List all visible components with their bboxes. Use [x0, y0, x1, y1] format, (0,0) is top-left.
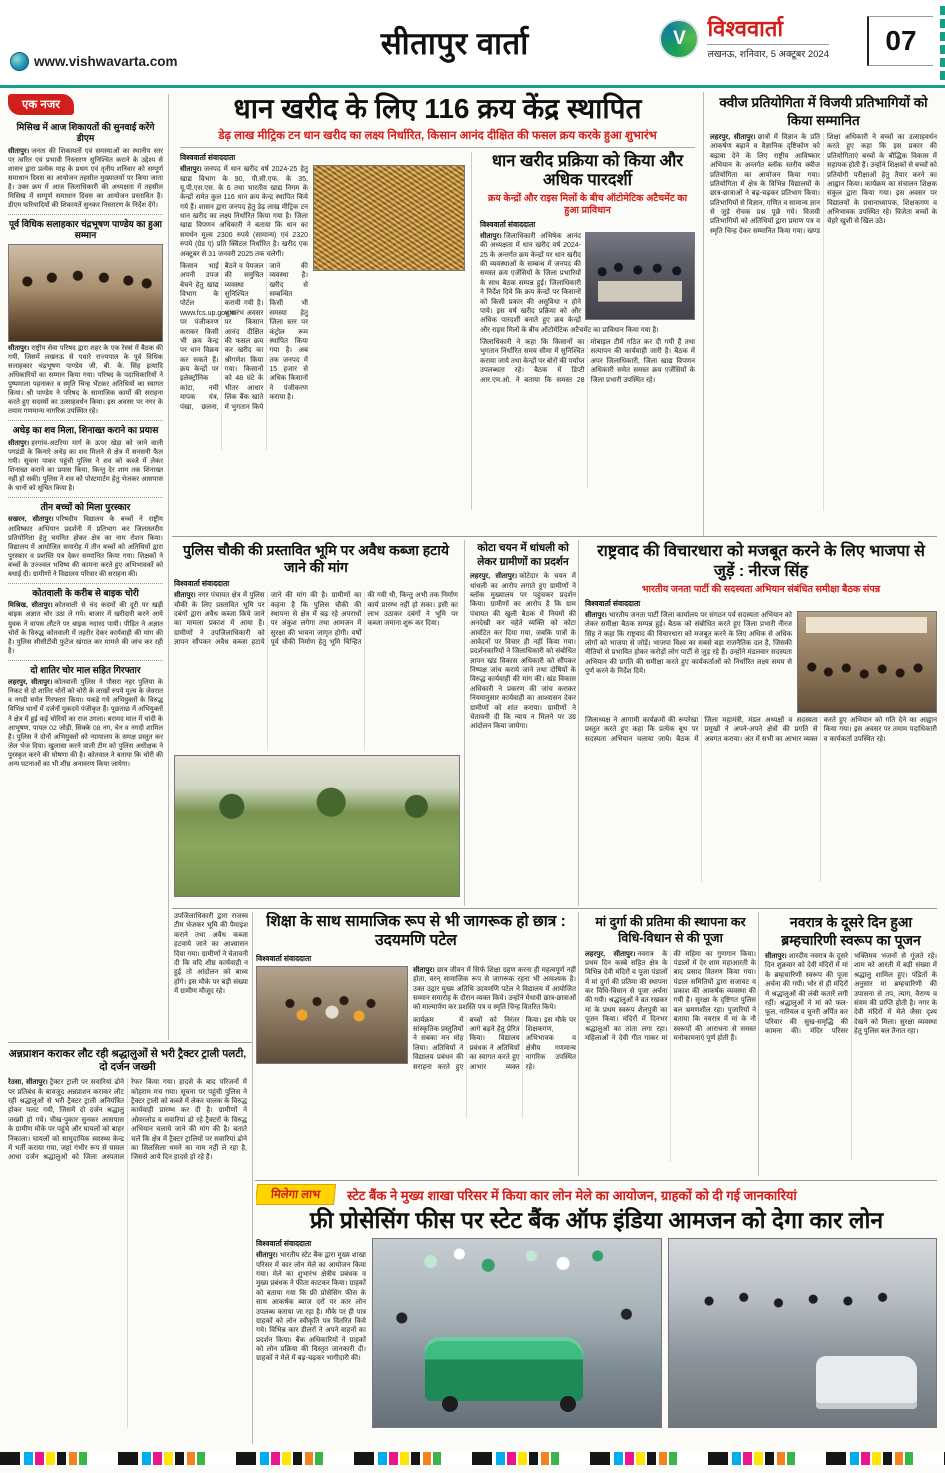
- brief-body: सीतापुर। हरगांव-अटरिया मार्ग के ऊपर खेड़ा को जाने वाली पगडंडी के किनारे अधेड़ का शव मिलने से क्षेत्र में सनसनी फैल गयी। सूचना पाकर पहुंची पुलिस ने शव को कब्जे में लेकर शिनाख्त कराने का प्रयास किया, किन्तु देर शाम तक शिनाख्त नहीं हो सकी। पुलिस ने शव को पोस्टमार्टम हेतु भेजकर आसपास के थानों को सूचित किया है।: [8, 439, 163, 493]
- dateline: लहरपुर, सीतापुर।: [585, 950, 636, 958]
- story-body: लहरपुर, सीतापुर। नवरात्र के प्रथम दिन कस्बे सहित क्षेत्र के विभिन्न देवी मंदिरों व पूजा पंडालों में मां दुर्गा की प्रतिमा की स्थापना कर विधि-विधान से पूजा अर्चना की गयी। श्रद्धालुओं ने व्रत रखकर मां के प्रथम स्वरूप शैलपुत्री का पूजन किया। मंदिरों में दिनभर श्रद्धालुओं का तांता लगा रहा। महिलाओं ने देवी गीत गाकर मां की महिमा का गुणगान किया। पंडालों में देर शाम महाआरती के बाद प्रसाद वितरण किया गया। पंडाल समितियों द्वारा सजावट व प्रकाश की आकर्षक व्यवस्था की गयी है। सुरक्षा के दृष्टिगत पुलिस बल भ्रमणशील रहा। पुजारियों ने बताया कि नवरात्र में मां के नौ स्वरूपों की आराधना से समस्त मनोकामनाएं पूर्ण होती हैं।: [585, 950, 756, 1042]
- globe-icon: [10, 52, 29, 71]
- lead-headline: धान खरीद के लिए 116 क्रय केंद्र स्थापित: [233, 93, 642, 124]
- story-body: सीतापुर। जनपद में धान खरीद वर्ष 2024-25 हेतु खाद्य विभाग के 90, पी.सी.एफ. के 35, यू.पी.एस.एस. के 6 तथा भारतीय खाद्य निगम के केन्द्रों समेत कुल 116 धान क्रय केन्द्र स्थापित किये गये हैं। शासन द्वारा जनपद हेतु डेढ़ लाख मीट्रिक टन धान खरीद का लक्ष्य निर्धारित किया गया है। जिला खाद्य विपणन अधिकारी ने बताया कि धान का समर्थन मूल्य 2300 रुपये (सामान्य) एवं 2320 रुपये (ग्रेड ए) प्रति क्विंटल निर्धारित है। खरीद एक अक्टूबर से 31 जनवरी 2025 तक चलेगी।: [180, 166, 308, 258]
- story-headline: शिक्षा के साथ सामाजिक रूप से भी जागरूक हो छात्र : उदयमणि पटेल: [266, 913, 566, 949]
- kicker-badge: मिलेगा लाभ: [256, 1184, 336, 1205]
- story-body-continued: जिलाधिकारी ने कहा कि किसानों का भुगतान निर्धारित समय सीमा में सुनिश्चित कराया जाये तथा केन्द्रों पर बोरों की पर्याप्त उपलब्धता रहे। बैठक में डिप्टी आर.एम.ओ. ने बताया कि समस्त 28 मोबाइल टीमें गठित कर दी गयी हैं तथा सत्यापन की कार्यवाही जारी है। बैठक में अपर जिलाधिकारी, जिला खाद्य विपणन अधिकारी समेत समस्त क्रय एजेंसियों के जिला प्रभारी उपस्थित रहे।: [480, 339, 695, 384]
- byline: विश्ववार्ता संवाददाता: [174, 579, 230, 589]
- registration-marks: [0, 1452, 945, 1465]
- story-headline: पुलिस चौकी की प्रस्तावित भूमि पर अवैध कब्जा हटाये जाने की मांग: [183, 542, 449, 576]
- quiz-competition-story: [703, 92, 937, 536]
- loan-mela-ribbon-photo: [372, 1238, 662, 1428]
- dateline: सीतापुर।: [8, 344, 30, 352]
- story-body: रेउसा, सीतापुर। ट्रैक्टर ट्राली पर सवारियां ढोने पर प्रतिबंध के बावजूद अन्नप्राशन कराकर लौट रही श्रद्धालुओं से भरी ट्रैक्टर ट्राली अनियंत्रित होकर पलट गयी, जिसमें दो दर्जन श्रद्धालु जख्मी हो गये। चीख-पुकार सुनकर आसपास के ग्रामीण मौके पर पहुंचे और घायलों को बाहर निकाला। घायलों को सामुदायिक स्वास्थ्य केन्द्र में भर्ती कराया गया, जहां गंभीर रूप से घायल आधा दर्जन श्रद्धालुओं को जिला अस्पताल रेफर किया गया। हादसे के बाद परिजनों में कोहराम मच गया। सूचना पर पहुंची पुलिस ने ट्रैक्टर ट्राली को कब्जे में लेकर चालक के विरुद्ध कार्यवाही प्रारम्भ कर दी है। ग्रामीणों ने ओवरलोड व सवारियां ढो रहे ट्रैक्टरों के विरुद्ध अभियान चलाये जाने की मांग की है। बताते चलें कि क्षेत्र में ट्रैक्टर ट्रालियों पर सवारियां ढोने का सिलसिला थमने का नाम नहीं ले रहा है, जिससे आये दिन हादसे हो रहे हैं।: [8, 1079, 247, 1162]
- lead-left: [180, 152, 472, 510]
- dateline: सीतापुर।: [413, 966, 435, 974]
- brief-children-award: [8, 497, 163, 583]
- transparency-story: [480, 152, 695, 510]
- ceremony-photo: [8, 244, 163, 342]
- edge-color-bars: [940, 6, 945, 80]
- school-function-photo: [256, 966, 408, 1064]
- education-awareness-story: [256, 912, 576, 1176]
- dateline: सीतापुर।: [480, 232, 502, 240]
- brief-bike-theft: [8, 583, 163, 660]
- byline: विश्ववार्ता संवाददाता: [256, 1239, 312, 1249]
- dateline: रेउसा, सीतापुर।: [8, 1079, 48, 1087]
- page-number: 07: [867, 16, 933, 66]
- car-loan-story: [256, 1184, 937, 1444]
- kicker-strip-text: स्टेट बैंक ने मुख्य शाखा परिसर में किया कार लोन मेले का आयोजन, ग्राहकों को दी गई जानकारियां: [347, 1187, 797, 1203]
- one-look-column: [8, 94, 169, 1040]
- lead-subhead: डेढ़ लाख मीट्रिक टन धान खरीद का लक्ष्य निर्धारित, किसान आनंद दीक्षित की फसल क्रय करके हुआ शुभारंभ: [180, 128, 695, 148]
- masthead: [659, 18, 829, 60]
- dateline: मिश्रिख, सीतापुर।: [8, 602, 53, 610]
- story-body: लहरपुर, सीतापुर। छात्रों में विज्ञान के प्रति आकर्षण बढ़ाने व वैज्ञानिक दृष्टिकोण को बढ़ावा देने के लिए राष्ट्रीय आविष्कार अभियान के अन्तर्गत ब्लॉक स्तरीय क्वीज प्रतियोगिता का आयोजन किया गया। प्रतियोगिता में क्षेत्र के विभिन्न विद्यालयों के छात्र-छात्राओं ने बढ़-चढ़कर प्रतिभाग किया। प्रतिभागियों से विज्ञान, गणित व सामान्य ज्ञान से जुड़े रोचक प्रश्न पूछे गये। विजयी प्रतिभागियों को अतिथियों द्वारा प्रमाण पत्र व स्मृति चिन्ह देकर सम्मानित किया गया। खण्ड शिक्षा अधिकारी ने बच्चों का उत्साहवर्धन करते हुए कहा कि इस प्रकार की प्रतियोगिताएं बच्चों के बौद्धिक विकास में सहायक होती हैं। उन्होंने शिक्षकों से बच्चों को प्रतियोगी परीक्षाओं हेतु तैयार करने का आह्वान किया। कार्यक्रम का संचालन शिक्षक संकुल द्वारा किया गया। इस अवसर पर विद्यालयों के प्रधानाध्यापक, शिक्षकगण व अभिभावक उपस्थित रहे। विजेता बच्चों के चेहरे खुशी से खिल उठे।: [710, 134, 937, 235]
- brief-body: मिश्रिख, सीतापुर। कोतवाली से चंद कदमों की दूरी पर खड़ी बाइक अज्ञात चोर उठा ले गये। बाजार में खरीदारी करने आये युवक ने वापस लौटने पर बाइक नदारद पायी। पीड़ित ने अज्ञात चोरों के विरुद्ध कोतवाली में तहरीर देकर कार्यवाही की मांग की है। पुलिस सीसीटीवी फुटेज खंगाल कर मामले की जांच कर रही है।: [8, 602, 163, 655]
- disputed-land-photo: [174, 755, 460, 897]
- horizontal-rule: [172, 536, 937, 537]
- paddy-grain-photo: [313, 165, 465, 271]
- story-row: [256, 966, 576, 1013]
- quota-protest-story: [464, 540, 576, 906]
- byline: विश्ववार्ता संवाददाता: [256, 953, 312, 963]
- brief-thieves-arrested: [8, 660, 163, 773]
- brief-legal-advisor-honour: [8, 214, 163, 420]
- byline: विश्ववार्ता संवाददाता: [480, 219, 536, 229]
- dm-meeting-photo: [585, 232, 695, 320]
- horizontal-rule: [172, 908, 937, 909]
- story-body-continued: किसान भाई अपनी उपज बेचने हेतु खाद्य विभाग के पोर्टल www.fcs.up.gov.in पर पंजीकरण कराकर किसी भी क्रय केन्द्र पर धान विक्रय कर सकते हैं। क्रय केन्द्रों पर इलेक्ट्रॉनिक कांटा, नमी मापक यंत्र, पंखा, छलना, बैठने व पेयजल की समुचित व्यवस्था सुनिश्चित करायी गयी है। शुभारंभ अवसर पर किसान आनंद दीक्षित की फसल क्रय कर खरीद का श्रीगणेश किया गया। किसानों को 48 घंटे के भीतर आधार लिंक बैंक खाते में भुगतान किये जाने की व्यवस्था है। खरीद से सम्बन्धित किसी भी समस्या हेतु जिला स्तर पर कंट्रोल रूम स्थापित किया गया है। अब तक जनपद में 15 हजार से अधिक किसानों ने पंजीकरण कराया है।: [180, 262, 308, 411]
- horizontal-rule: [255, 1180, 937, 1181]
- dateline: सीतापुर।: [174, 592, 196, 600]
- police-story-continuation: [174, 912, 253, 1176]
- byline: विश्ववार्ता संवाददाता: [585, 598, 641, 608]
- edition-line: लखनऊ, शनिवार, 5 अक्टूबर 2024: [707, 44, 829, 60]
- brief-title: दो शातिर चोर माल सहित गिरफ्तार: [30, 664, 141, 675]
- brief-body-found: [8, 420, 163, 497]
- page-header: [0, 0, 945, 88]
- kicker-row: [256, 1184, 937, 1205]
- dateline: लहरपुर, सीतापुर।: [8, 679, 53, 687]
- durga-idol-story: [578, 912, 756, 1176]
- story-body: लहरपुर, सीतापुर। कोटेदार के चयन में धांधली का आरोप लगाते हुए ग्रामीणों ने ब्लॉक मुख्यालय पर पहुंचकर प्रदर्शन किया। ग्रामीणों का आरोप है कि ग्राम पंचायत की खुली बैठक में नियमों की अनदेखी कर चहेते व्यक्ति को कोटा आवंटित कर दिया गया, जबकि पात्रों के आवेदनों पर विचार ही नहीं किया गया। प्रदर्शनकारियों ने जिलाधिकारी को संबोधित ज्ञापन खंड विकास अधिकारी को सौंपकर निष्पक्ष जांच कराये जाने तथा दोषियों के विरुद्ध कार्यवाही की मांग की। खंड विकास अधिकारी ने प्रकरण की जांच कराकर नियमानुसार कार्यवाही का आश्वासन देकर ग्रामीणों को शांत कराया। ग्रामीणों ने चेतावनी दी कि न्याय न मिलने पर उग्र आंदोलन किया जायेगा।: [470, 573, 576, 731]
- brief-body: सीतापुर। जनता की शिकायतों एवं समस्याओं का स्थानीय स्तर पर त्वरित एवं प्रभावी निस्तारण सुनिश्चित कराने के उद्देश्य से शासन द्वारा प्रत्येक माह के प्रथम एवं तृतीय शनिवार को सम्पूर्ण समाधान दिवस का आयोजन तहसील मुख्यालयों पर किया जाता है। उक्त क्रम में आज जिलाधिकारी की अध्यक्षता में तहसील मिसिख में सम्पूर्ण समाधान दिवस का आयोजन प्रस्तावित है। डीएम फरियादियों की शिकायतें सुनकर निस्तारण के निर्देश देंगे।: [8, 147, 163, 210]
- dateline: लहरपुर, सीतापुर।: [710, 134, 756, 142]
- brief-title: तीन बच्चों को मिला पुरस्कार: [40, 502, 131, 513]
- brief-title: पूर्व विधिक सलाहकार चंद्रभूषण पाण्डेय का हुआ सम्मान: [9, 219, 162, 241]
- one-look-badge: एक नजर: [8, 94, 74, 115]
- lead-row: [180, 152, 695, 510]
- brief-body: सीतापुर। राष्ट्रीय सेवा परिषद द्वारा शहर के एक रेस्त्रां में बैठक की गयी, जिसमें लखनऊ से पधारे राज्यपाल के पूर्व विधिक सलाहकार चंद्रभूषण पाण्डेय जी, बी. के. सिंह इत्यादि अधिकारियों का सम्मान किया गया। परिषद के पदाधिकारियों ने पुष्पमाला पहनाकर व स्मृति चिन्ह भेंटकर अतिथियों का स्वागत किया। श्री पाण्डेय ने परिषद के सामाजिक कार्यों की सराहना करते हुए सदस्यों का उत्साहवर्धन किया। इस अवसर पर नगर के तमाम गणमान्य नागरिक उपस्थित रहे।: [8, 344, 163, 416]
- dateline: सीतापुर।: [180, 166, 202, 174]
- story-body: सीतापुर। भारतीय जनता पार्टी जिला कार्यालय पर संगठन पर्व सदस्यता अभियान को लेकर समीक्षा बैठक सम्पन्न हुई। बैठक को संबोधित करते हुए जिला प्रभारी नीरज सिंह ने कहा कि राष्ट्रवाद की विचारधारा को मजबूत करने के लिए अधिक से अधिक लोगों को भाजपा से जोड़ें। भाजपा विश्व का सबसे बड़ा राजनैतिक दल है, जिसकी नीतियों से प्रभावित होकर करोड़ों लोग पार्टी से जुड़ रहे हैं। उन्होंने मंडलवार सदस्यता अभियान की प्रगति की समीक्षा करते हुए कार्यकर्ताओं को निर्धारित लक्ष्य समय से पूर्ण करने के निर्देश दिये।: [585, 611, 792, 676]
- police-outpost-land-story: [174, 540, 462, 906]
- story-headline: अन्नप्राशन कराकर लौट रही श्रद्धालुओं से भरी ट्रैक्टर ट्राली पलटी, दो दर्जन जख्मी: [8, 1048, 247, 1074]
- dateline: सीतापुर।: [8, 439, 30, 447]
- story-headline: राष्ट्रवाद की विचारधारा को मजबूत करने के लिए भाजपा से जुड़ें : नीरज सिंह: [597, 543, 925, 580]
- story-headline: कोटा चयन में धांधली को लेकर ग्रामीणों का प्रदर्शन: [477, 542, 569, 568]
- brief-dm-hearing: [8, 118, 163, 214]
- byline: विश्ववार्ता संवाददाता: [180, 153, 236, 163]
- loan-mela-group-photo: [668, 1238, 937, 1428]
- dateline: सखरन, सीतापुर।: [8, 516, 54, 524]
- page-title: सीतापुर वार्ता: [380, 26, 529, 61]
- story-body-continued: कार्यक्रम में सांस्कृतिक प्रस्तुतियों ने सबका मन मोह लिया। अतिथियों ने विद्यालय प्रबंधन की सराहना करते हुए बच्चों को निरंतर आगे बढ़ने हेतु प्रेरित किया। विद्यालय प्रबंधक ने अतिथियों का स्वागत करते हुए आभार व्यक्त किया। इस मौके पर शिक्षकगण, अभिभावक व क्षेत्रीय गणमान्य नागरिक उपस्थित रहे।: [413, 1016, 576, 1071]
- story-subhead: क्रय केन्द्रों और राइस मिलों के बीच ऑटोमेटिक अटैचमेंट का हुआ प्राविधान: [487, 193, 688, 217]
- story-subhead: भारतीय जनता पार्टी की सदस्यता अभियान संबंधित समीक्षा बैठक संपन्न: [641, 584, 881, 596]
- bjp-membership-story: [578, 540, 937, 906]
- brief-title: मिसिख में आज शिकायतों की सुनवाई करेंगे डीएम: [16, 122, 155, 144]
- dateline: सीतापुर।: [765, 953, 787, 960]
- dateline: सीतापुर।: [8, 147, 30, 155]
- brief-body: सखरन, सीतापुर। परिषदीय विद्यालय के बच्चों ने राष्ट्रीय आविष्कार अभियान प्रदर्शनी में प्रतिभाग कर जिलास्तरीय प्रतियोगिता हेतु चयनित होकर क्षेत्र का नाम रोशन किया। विद्यालय में आयोजित समारोह में तीन बच्चों को अतिथियों द्वारा पुरस्कार व प्रशस्ति पत्र देकर सम्मानित किया गया। शिक्षकों ने बच्चों के उज्ज्वल भविष्य की कामना करते हुए अभिभावकों को बधाई दी। ग्रामीणों ने विद्यालय परिवार की सराहना की।: [8, 516, 163, 579]
- bjp-meeting-photo: [797, 611, 937, 713]
- story-body: सीतापुर। भारतीय स्टेट बैंक द्वारा मुख्य शाखा परिसर में कार लोन मेले का आयोजन किया गया। मेले का शुभारंभ क्षेत्रीय प्रबंधक व मुख्य प्रबंधक ने फीता काटकर किया। ग्राहकों को बताया गया कि फ्री प्रोसेसिंग फीस के साथ आकर्षक ब्याज दरों पर कार लोन उपलब्ध कराया जा रहा है। मौके पर ही पात्र ग्राहकों को लोन स्वीकृति पत्र वितरित किये गये। विभिन्न कार डीलरों ने अपने वाहनों का प्रदर्शन किया। बैंक अधिकारियों ने ग्राहकों को लोन प्रक्रिया की विस्तृत जानकारी दी। ग्राहकों ने मेले में बढ़-चढ़कर भागीदारी की।: [256, 1252, 366, 1363]
- brand-logo-icon: V: [659, 19, 699, 59]
- dateline: लहरपुर, सीतापुर।: [470, 573, 518, 581]
- story-text-column: [256, 1238, 366, 1426]
- story-headline: मां दुर्गा की प्रतिमा की स्थापना कर विधि-विधान से की पूजा: [595, 915, 746, 946]
- website-row: [10, 52, 178, 71]
- brief-title: अधेड़ का शव मिला, शिनाख्त कराने का प्रयास: [12, 425, 159, 436]
- story-body: सीतापुर। नगर पंचायत क्षेत्र में पुलिस चौकी के लिए प्रस्तावित भूमि पर दबंगों द्वारा अवैध कब्जा किये जाने का मामला प्रकाश में आया है। ग्रामीणों ने उपजिलाधिकारी को ज्ञापन सौंपकर अवैध कब्जा हटाये जाने की मांग की है। ग्रामीणों का कहना है कि पुलिस चौकी की स्थापना से क्षेत्र में बढ़ रहे अपराधों पर अंकुश लगेगा तथा आमजन में सुरक्षा की भावना जागृत होगी। वर्षों पूर्व चौकी निर्माण हेतु भूमि चिन्हित की गयी थी, किन्तु अभी तक निर्माण कार्य प्रारम्भ नहीं हो सका। इसी का लाभ उठाकर दबंगों ने भूमि पर कब्जा जमाना शुरू कर दिया।: [174, 592, 458, 647]
- dateline: सीतापुर।: [585, 611, 607, 619]
- story-headline: धान खरीद प्रक्रिया को किया और अधिक पारदर्शी: [491, 152, 684, 190]
- brand-name: विश्ववार्ता: [707, 16, 784, 41]
- story-headline: नवरात्र के दूसरे दिन हुआ ब्रम्हचारिणी स्वरूप का पूजन: [781, 914, 921, 948]
- story-body: सीतापुर। शारदीय नवरात्र के दूसरे दिन शुक्रवार को देवी मंदिरों में मां के ब्रम्हचारिणी स्वरूप की पूजा अर्चना की गयी। भोर से ही मंदिरों में श्रद्धालुओं की लंबी कतारें लगी रहीं। श्रद्धालुओं ने मां को फल-फूल, नारियल व चुनरी अर्पित कर परिवार की सुख-समृद्धि की कामना की। मंदिर परिसर भक्तिमय भजनों से गूंजते रहे। शाम को आरती में बड़ी संख्या में श्रद्धालु शामिल हुए। पंडितों के अनुसार मां ब्रम्हचारिणी की उपासना से तप, त्याग, वैराग्य व संयम की प्राप्ति होती है। नगर के देवी मंदिरों में मेले जैसा दृश्य देखने को मिला। सुरक्षा व्यवस्था हेतु पुलिस बल तैनात रहा।: [765, 953, 937, 1035]
- brief-title: कोतवाली के करीब से बाइक चोरी: [32, 588, 139, 599]
- masthead-text: [707, 18, 829, 60]
- story-body-continued: जिलाध्यक्ष ने आगामी कार्यक्रमों की रूपरेखा प्रस्तुत करते हुए कहा कि प्रत्येक बूथ पर सदस्यता अभियान चलाया जाये। बैठक में जिला महामंत्री, मंडल अध्यक्षों व सदस्यता प्रमुखों ने अपने-अपने क्षेत्रों की प्रगति से अवगत कराया। अंत में सभी का आभार व्यक्त करते हुए अभियान को गति देने का आह्वान किया गया। इस अवसर पर तमाम पदाधिकारी व कार्यकर्ता उपस्थित रहे।: [585, 716, 937, 743]
- story-body: उपजिलाधिकारी द्वारा राजस्व टीम भेजकर भूमि की पैमाइश कराने तथा अवैध कब्जा हटवाये जाने का आश्वासन दिया गया। ग्रामीणों ने चेतावनी दी कि यदि शीघ्र कार्यवाही न हुई तो आंदोलन को बाध्य होंगे। इस मौके पर बड़ी संख्या में ग्रामीण मौजूद रहे।: [174, 913, 249, 995]
- brief-body: लहरपुर, सीतापुर। कोतवाली पुलिस ने पौसरा नहर पुलिया के निकट से दो शातिर चोरों को चोरी के लाखों रुपये मूल्य के जेवरात व नगदी समेत गिरफ्तार किया। पकड़े गये अभियुक्तों के विरुद्ध विभिन्न थानों में दर्जनों मुकदमे पंजीकृत हैं। पूछताछ में अभियुक्तों ने क्षेत्र में हुई कई चोरियों का राज उगला। बरामद माल में चांदी के आभूषण, पायल 02 जोड़ी, सिक्के 08 नग, चेन व नगदी शामिल है। पुलिस ने दोनों अभियुक्तों को न्यायालय के समक्ष प्रस्तुत कर जेल भेज दिया। खुलासा करने वाली टीम को पुलिस अधीक्षक ने पुरस्कृत करने की घोषणा की है। कोतवाल ने बताया कि चोरी की अन्य घटनाओं का भी शीघ्र अनावरण किया जायेगा।: [8, 679, 163, 769]
- story-headline: क्वीज प्रतियोगिता में विजयी प्रतिभागियों को किया सम्मानित: [719, 95, 928, 128]
- story-headline: फ्री प्रोसेसिंग फीस पर स्टेट बैंक ऑफ इंडिया आमजन को देगा कार लोन: [309, 1207, 884, 1233]
- story-body: सीतापुर। छात्र जीवन में सिर्फ शिक्षा ग्रहण करना ही महत्वपूर्ण नहीं होता, वरन् सामाजिक रूप से जागरूक रहना भी आवश्यक है। उक्त उद्गार मुख्य अतिथि उदयमणि पटेल ने विद्यालय में आयोजित सम्मान समारोह के दौरान व्यक्त किये। उन्होंने मेधावी छात्र-छात्राओं को माल्यार्पण कर प्रशस्ति पत्र व स्मृति चिन्ह वितरित किये।: [413, 966, 576, 1012]
- website-url: www.vishwavarta.com: [34, 54, 178, 69]
- story-row: [585, 611, 937, 713]
- dateline: सीतापुर।: [256, 1252, 278, 1260]
- story-row: [256, 1238, 937, 1426]
- paddy-purchase-lead-story: [174, 92, 701, 536]
- navratri-worship-story: [758, 912, 937, 1176]
- story-body: सीतापुर। जिलाधिकारी अभिषेक आनंद की अध्यक्षता में धान खरीद वर्ष 2024-25 के अन्तर्गत क्रय केन्द्रों पर धान खरीद की व्यवस्थाओं के सम्बन्ध में जनपद की समस्त क्रय एजेंसियों के जिला प्रभारियों के साथ बैठक सम्पन्न हुई। जिलाधिकारी ने निर्देश दिये कि क्रय केन्द्रों पर किसानों को किसी प्रकार की असुविधा न होने पाये। इस वर्ष खरीद प्रक्रिया को और अधिक पारदर्शी बनाते हुए क्रय केन्द्रों और राइस मिलों के बीच ऑटोमेटिक अटैचमेंट का प्राविधान किया गया है।: [480, 232, 659, 334]
